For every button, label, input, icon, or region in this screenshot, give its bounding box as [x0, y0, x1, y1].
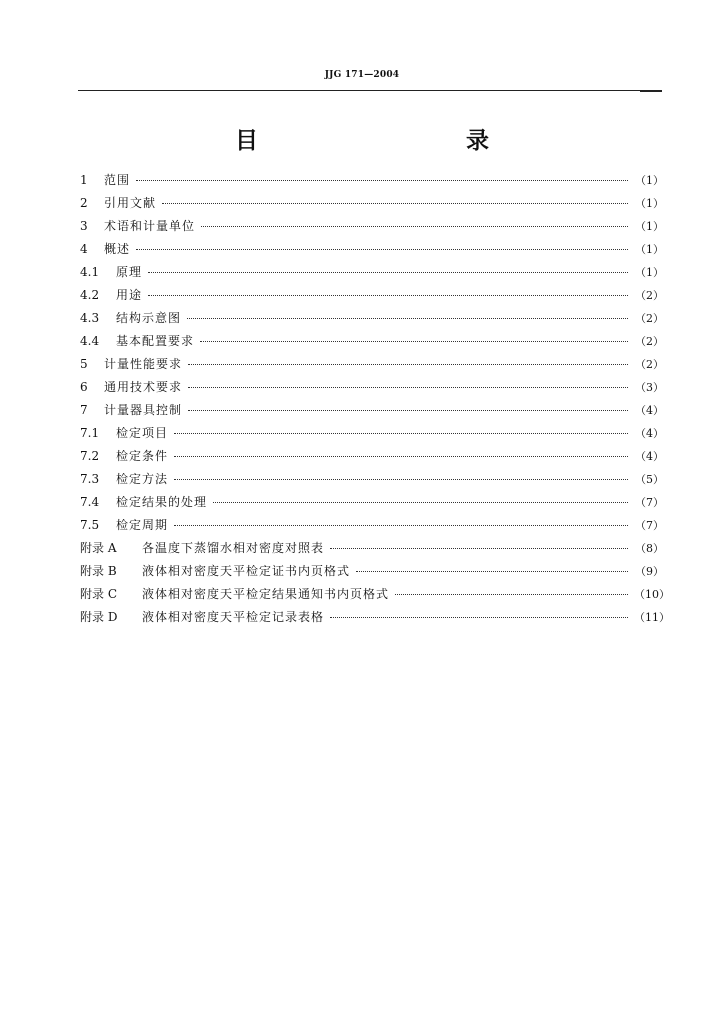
toc-entry-label: 用途 [116, 288, 143, 302]
toc-entry-page: （8） [635, 542, 664, 555]
toc-entry[interactable] [80, 355, 664, 378]
toc-entry-number: 3 [80, 219, 88, 233]
toc-entry-label: 范围 [104, 173, 131, 187]
toc-leader-dots [356, 571, 628, 572]
toc-entry-label: 液体相对密度天平检定结果通知书内页格式 [142, 587, 390, 601]
toc-entry-page: （4） [635, 427, 664, 440]
toc-entry-number: 7.2 [80, 449, 100, 463]
toc-leader-dots [174, 456, 628, 457]
toc-entry-number: 4.4 [80, 334, 100, 348]
toc-title: 目 录 [235, 128, 543, 154]
toc-entry[interactable] [80, 539, 664, 562]
toc-entry[interactable] [80, 332, 664, 355]
toc-leader-dots [148, 272, 628, 273]
toc-entry-page: （1） [635, 197, 664, 210]
toc-entry-label: 检定结果的处理 [116, 495, 208, 509]
toc-entry-page: （3） [635, 381, 664, 394]
toc-entry-number: 7.1 [80, 426, 100, 440]
toc-entry[interactable] [80, 217, 664, 240]
toc-entry-page: （2） [635, 358, 664, 371]
toc-entry-page: （7） [635, 496, 664, 509]
toc-leader-dots [187, 318, 628, 319]
toc-entry[interactable] [80, 401, 664, 424]
toc-entry-page: （2） [635, 335, 664, 348]
toc-entry-label: 原理 [116, 265, 143, 279]
toc-entry-page: （7） [635, 519, 664, 532]
toc-entry-number: 附录 D [80, 610, 118, 624]
toc-entry[interactable] [80, 378, 664, 401]
toc-entry[interactable] [80, 608, 670, 631]
toc-entry-label: 检定周期 [116, 518, 169, 532]
toc-entry-page: （2） [635, 312, 664, 325]
toc-entry-label: 液体相对密度天平检定记录表格 [142, 610, 325, 624]
toc-entry[interactable] [80, 470, 664, 493]
toc-leader-dots [395, 594, 628, 595]
toc-leader-dots [162, 203, 628, 204]
toc-entry-page: （2） [635, 289, 664, 302]
toc-entry-number: 附录 C [80, 587, 117, 601]
toc-entry-label: 概述 [104, 242, 131, 256]
toc-entry-number: 7.5 [80, 518, 100, 532]
header-rule-accent [640, 90, 662, 92]
toc-entry-number: 4.2 [80, 288, 100, 302]
toc-entry-number: 1 [80, 173, 88, 187]
toc-entry-label: 基本配置要求 [116, 334, 195, 348]
toc-entry[interactable] [80, 562, 664, 585]
toc-entry[interactable] [80, 240, 664, 263]
toc-entry-number: 4.1 [80, 265, 100, 279]
toc-leader-dots [136, 180, 628, 181]
toc-entry[interactable] [80, 171, 664, 194]
toc-entry-label: 计量器具控制 [104, 403, 183, 417]
toc-entry-label: 术语和计量单位 [104, 219, 196, 233]
toc-entry-number: 5 [80, 357, 88, 371]
toc-entry-page: （10） [634, 588, 670, 601]
toc-entry-page: （9） [635, 565, 664, 578]
toc-leader-dots [188, 387, 628, 388]
toc-entry-page: （4） [635, 450, 664, 463]
toc-leader-dots [148, 295, 628, 296]
toc-entry[interactable] [80, 585, 670, 608]
toc-leader-dots [188, 410, 628, 411]
toc-leader-dots [200, 341, 628, 342]
toc-entry-label: 检定方法 [116, 472, 169, 486]
toc-entry-number: 2 [80, 196, 88, 210]
toc-entry-number: 6 [80, 380, 88, 394]
toc-entry-page: （1） [635, 266, 664, 279]
table-of-contents [80, 171, 670, 631]
toc-entry-page: （1） [635, 220, 664, 233]
toc-leader-dots [174, 525, 628, 526]
toc-entry-page: （4） [635, 404, 664, 417]
toc-entry[interactable] [80, 424, 664, 447]
header-rule [78, 90, 662, 91]
toc-entry-number: 4.3 [80, 311, 100, 325]
toc-entry[interactable] [80, 493, 664, 516]
toc-entry[interactable] [80, 516, 664, 539]
toc-entry[interactable] [80, 309, 664, 332]
page-header: JJG 171—2004 [324, 70, 400, 80]
toc-entry-number: 7.4 [80, 495, 100, 509]
toc-entry-label: 结构示意图 [116, 311, 182, 325]
toc-leader-dots [330, 548, 628, 549]
toc-leader-dots [174, 479, 628, 480]
toc-entry-page: （1） [635, 174, 664, 187]
toc-entry-number: 7.3 [80, 472, 100, 486]
toc-entry-page: （11） [634, 611, 670, 624]
toc-entry-number: 7 [80, 403, 88, 417]
toc-entry[interactable] [80, 286, 664, 309]
toc-leader-dots [201, 226, 628, 227]
toc-entry-label: 检定项目 [116, 426, 169, 440]
toc-entry-page: （1） [635, 243, 664, 256]
toc-entry-label: 检定条件 [116, 449, 169, 463]
toc-entry-label: 引用文献 [104, 196, 157, 210]
toc-entry-label: 计量性能要求 [104, 357, 183, 371]
toc-leader-dots [213, 502, 628, 503]
toc-entry[interactable] [80, 263, 664, 286]
toc-entry[interactable] [80, 194, 664, 217]
toc-leader-dots [188, 364, 628, 365]
toc-entry-number: 附录 B [80, 564, 117, 578]
toc-entry-number: 4 [80, 242, 88, 256]
toc-leader-dots [330, 617, 628, 618]
toc-entry[interactable] [80, 447, 664, 470]
toc-entry-page: （5） [635, 473, 664, 486]
toc-entry-number: 附录 A [80, 541, 117, 555]
toc-entry-label: 液体相对密度天平检定证书内页格式 [142, 564, 351, 578]
toc-leader-dots [136, 249, 628, 250]
toc-leader-dots [174, 433, 628, 434]
toc-entry-label: 各温度下蒸馏水相对密度对照表 [142, 541, 325, 555]
toc-entry-label: 通用技术要求 [104, 380, 183, 394]
